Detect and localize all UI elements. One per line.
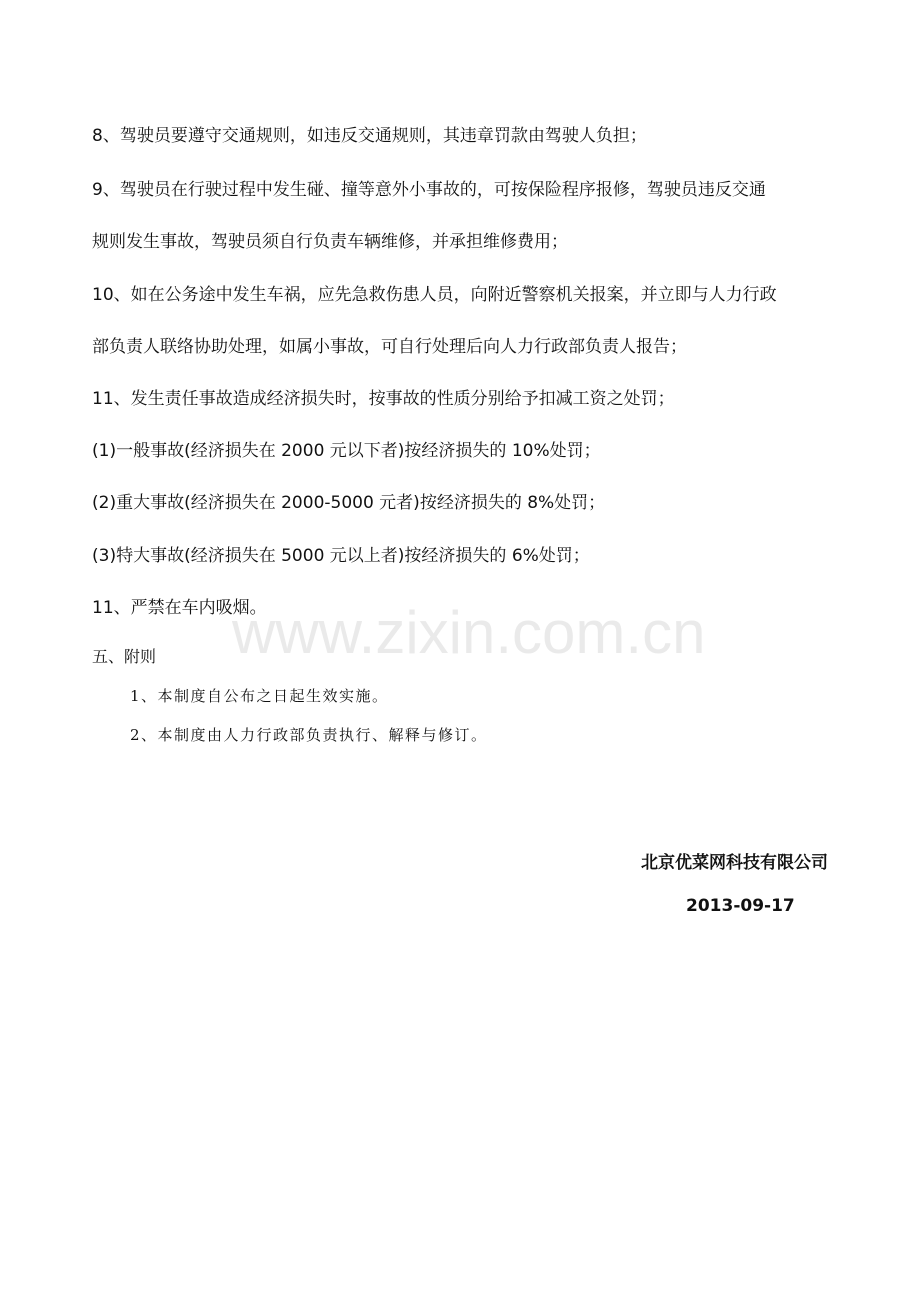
appendix-item-1: 1、本制度自公布之日起生效实施。 (130, 687, 389, 705)
rule-line-4: 10、如在公务途中发生车祸，应先急救伤患人员，向附近警察机关报案，并立即与人力行政 (92, 285, 777, 305)
appendix-heading: 五、附则 (92, 647, 157, 666)
rule-line-2: 9、驾驶员在行驶过程中发生碰、撞等意外小事故的，可按保险程序报修，驾驶员违反交通 (92, 180, 766, 200)
rule-line-3: 规则发生事故，驾驶员须自行负责车辆维修，并承担维修费用； (92, 232, 568, 252)
company-name: 北京优菜网科技有限公司 (641, 853, 828, 873)
signature-date: 2013-09-17 (686, 896, 795, 916)
rule-line-9: (3)特大事故(经济损失在 5000 元以上者)按经济损失的 6%处罚； (92, 546, 590, 566)
rule-line-5: 部负责人联络协助处理，如属小事故，可自行处理后向人力行政部负责人报告； (92, 337, 687, 357)
rule-line-6: 11、发生责任事故造成经济损失时，按事故的性质分别给予扣减工资之处罚； (92, 389, 675, 409)
appendix-item-2: 2、本制度由人力行政部负责执行、解释与修订。 (130, 726, 488, 744)
rule-line-10: 11、严禁在车内吸烟。 (92, 598, 267, 618)
rule-line-7: (1)一般事故(经济损失在 2000 元以下者)按经济损失的 10%处罚； (92, 441, 601, 461)
rule-line-8: (2)重大事故(经济损失在 2000-5000 元者)按经济损失的 8%处罚； (92, 493, 606, 513)
watermark-text: www.zixin.com.cn (232, 599, 706, 666)
rule-line-1: 8、驾驶员要遵守交通规则，如违反交通规则，其违章罚款由驾驶人负担； (92, 126, 647, 146)
